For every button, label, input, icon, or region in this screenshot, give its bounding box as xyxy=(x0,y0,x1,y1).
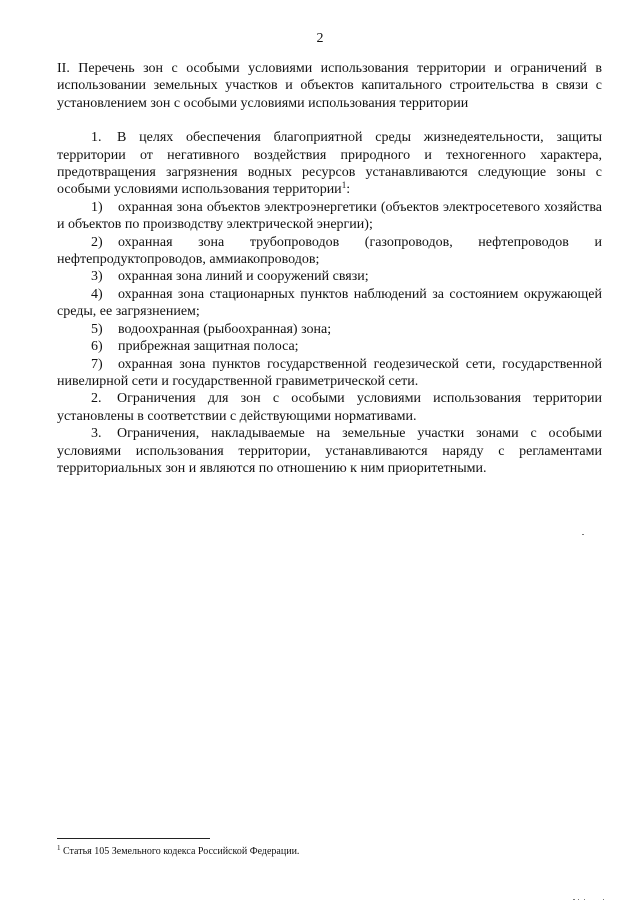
footnote-text: Статья 105 Земельного кодекса Российской Федерации. xyxy=(63,846,300,857)
paragraph-number: 1. xyxy=(91,130,102,146)
list-item-text: водоохранная (рыбоохранная) зона; xyxy=(118,321,332,337)
list-item xyxy=(57,286,602,321)
scan-speck xyxy=(603,899,604,900)
list-item-number: 3) xyxy=(91,269,103,285)
paragraph-3 xyxy=(57,425,602,477)
paragraph-number: 3. xyxy=(91,426,102,442)
scan-speck xyxy=(578,899,579,900)
list-item-text: охранная зона трубопроводов (газопроводов, нефтепроводов и нефтепродуктопроводов, аммиакопроводов; xyxy=(57,234,602,268)
list-item xyxy=(57,356,602,391)
scan-speck xyxy=(573,899,575,900)
footnote-number: 1 xyxy=(57,844,61,852)
list-item-text: прибрежная защитная полоса; xyxy=(118,339,299,355)
paragraph-tail: : xyxy=(346,182,351,198)
page-number: 2 xyxy=(316,31,324,46)
list-item xyxy=(57,199,602,234)
footnote xyxy=(57,846,299,858)
list-item-text: охранная зона линий и сооружений связи; xyxy=(118,269,369,285)
list-item-number: 6) xyxy=(91,339,103,355)
list-item-text: охранная зона стационарных пунктов наблюдений за состоянием окружающей среды, ее загрязнением; xyxy=(57,286,602,320)
list-item-number: 1) xyxy=(91,199,103,215)
document-body xyxy=(57,60,602,477)
list-item-number: 5) xyxy=(91,321,103,337)
footnote-separator xyxy=(57,838,210,839)
paragraph-text: Ограничения, накладываемые на земельные участки зонами с особыми условиями использования территории, устанавливаются наряду с регламентами территориальных зон и являются по отношению к ним приоритетными. xyxy=(57,426,602,476)
paragraph-text: Ограничения для зон с особыми условиями использования территории установлены в соответствии с действующими нормативами. xyxy=(57,391,602,424)
paragraph-1 xyxy=(57,129,602,199)
list-item xyxy=(57,268,602,285)
list-item-number: 4) xyxy=(91,286,103,302)
paragraph-2 xyxy=(57,390,602,425)
section-heading: II. Перечень зон с особыми условиями использования территории и ограничений в использовании земельных участков и объектов капитального строительства в связи с установлением зон с особыми условиями использования территории xyxy=(57,61,602,111)
list-item-text: охранная зона пунктов государственной геодезической сети, государственной нивелирной сети и государственной гравиметрической сети. xyxy=(57,356,602,389)
list-item-text: охранная зона объектов электроэнергетики (объектов электросетевого хозяйства и объектов по производству электрической энергии); xyxy=(57,199,602,233)
list-item xyxy=(57,321,602,338)
scan-speck xyxy=(584,899,585,900)
paragraph-number: 2. xyxy=(91,391,102,407)
footnote-reference: 1 xyxy=(341,180,347,191)
paragraph-text: В целях обеспечения благоприятной среды жизнедеятельности, защиты территории от негативного воздействия природного и техногенного характера, предотвращения загрязнения водных ресурсов устанавливаются следующие зоны с особыми условиями использования территории xyxy=(57,130,602,198)
list-item xyxy=(57,338,602,355)
list-item-number: 7) xyxy=(91,356,103,372)
list-item-number: 2) xyxy=(91,234,103,250)
scan-speck xyxy=(582,534,584,535)
list-item xyxy=(57,234,602,269)
